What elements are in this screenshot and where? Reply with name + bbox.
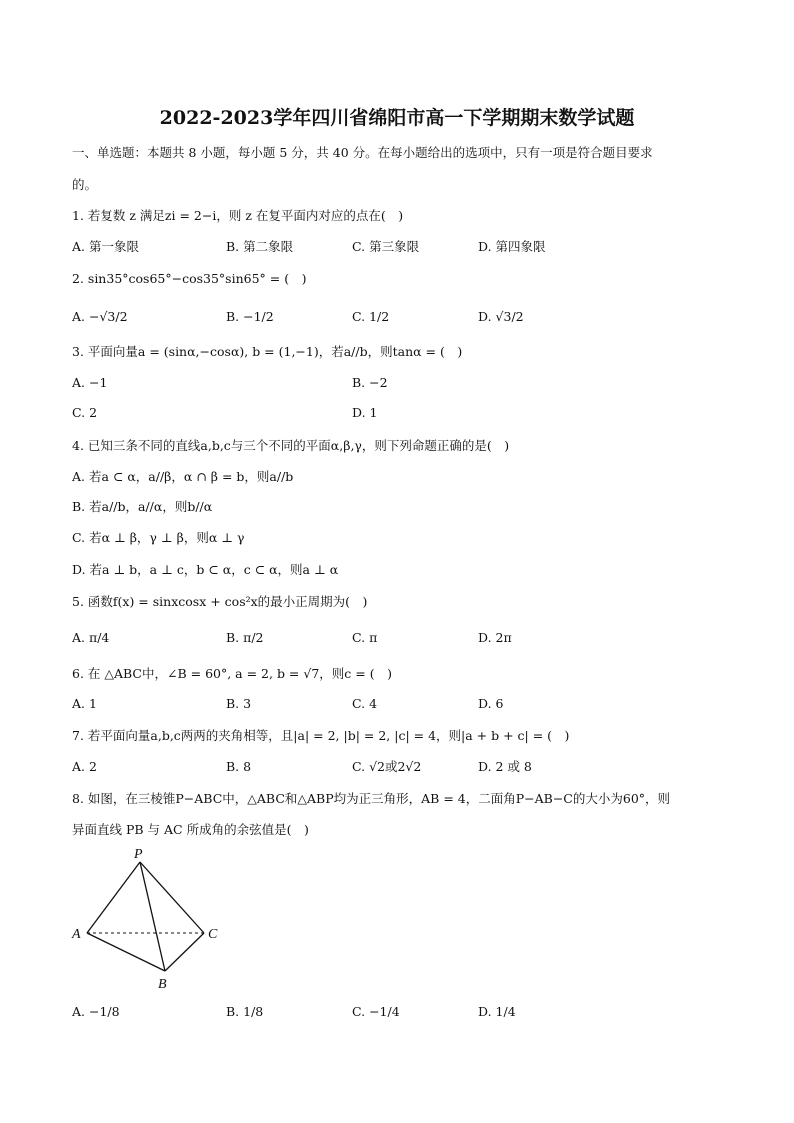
vertex-label-c: C xyxy=(208,927,218,942)
q1-option-c: C. 第三象限 xyxy=(352,239,420,254)
vertex-label-p: P xyxy=(134,847,143,862)
q3-option-b: B. −2 xyxy=(352,375,388,390)
q6-option-c: C. 4 xyxy=(352,696,378,711)
q3-option-a: A. −1 xyxy=(72,375,108,390)
q6-option-d: D. 6 xyxy=(478,696,504,711)
q5-option-c: C. π xyxy=(352,630,378,645)
section-instructions-line2: 的。 xyxy=(72,177,98,192)
q8-option-d: D. 1/4 xyxy=(478,1004,516,1019)
edge-ab xyxy=(87,933,165,971)
vertex-label-a: A xyxy=(72,927,81,942)
q7-option-a: A. 2 xyxy=(72,759,97,774)
page-title: 2022-2023学年四川省绵阳市高一下学期期末数学试题 xyxy=(159,107,635,129)
q2-option-a: A. −√3/2 xyxy=(72,309,128,324)
edge-bc xyxy=(165,933,204,971)
q4-option-b: B. 若a//b，a//α，则b//α xyxy=(72,499,213,514)
q2-option-c: C. 1/2 xyxy=(352,309,390,324)
q1-option-d: D. 第四象限 xyxy=(478,239,546,254)
q2-option-d: D. √3/2 xyxy=(478,309,524,324)
q8-option-c: C. −1/4 xyxy=(352,1004,400,1019)
q8-option-a: A. −1/8 xyxy=(72,1004,120,1019)
q6-option-a: A. 1 xyxy=(72,696,97,711)
q1-option-a: A. 第一象限 xyxy=(72,239,139,254)
q3-option-d: D. 1 xyxy=(352,405,378,420)
q7-option-b: B. 8 xyxy=(226,759,252,774)
question-8-stem-line1: 8. 如图，在三棱锥P−ABC中，△ABC和△ABP均为正三角形，AB = 4，二面角P−AB−C的大小为60°，则 xyxy=(72,791,671,806)
edge-pc xyxy=(140,862,204,933)
q5-option-b: B. π/2 xyxy=(226,630,264,645)
q4-option-d: D. 若a ⊥ b，a ⊥ c，b ⊂ α，c ⊂ α，则a ⊥ α xyxy=(72,562,339,577)
edge-pa xyxy=(87,862,140,933)
q7-option-c: C. √2或2√2 xyxy=(352,759,422,774)
q7-option-d: D. 2 或 8 xyxy=(478,759,532,774)
q6-option-b: B. 3 xyxy=(226,696,252,711)
question-7-stem: 7. 若平面向量a,b,c两两的夹角相等，且|a| = 2, |b| = 2, |c| = 4，则|a + b + c| = ( ) xyxy=(72,728,570,743)
q3-option-c: C. 2 xyxy=(72,405,98,420)
q5-option-d: D. 2π xyxy=(478,630,512,645)
q8-option-b: B. 1/8 xyxy=(226,1004,264,1019)
edge-pb xyxy=(140,862,165,971)
question-2-stem: 2. sin35°cos65°−cos35°sin65° = ( ) xyxy=(72,271,307,286)
vertex-label-b: B xyxy=(158,977,167,992)
section-instructions-line1: 一、单选题：本题共 8 小题，每小题 5 分，共 40 分。在每小题给出的选项中，只有一项是符合题目要求 xyxy=(72,145,653,160)
question-3-stem: 3. 平面向量a = (sinα,−cosα), b = (1,−1)，若a//b，则tanα = ( ) xyxy=(72,344,463,359)
q4-option-a: A. 若a ⊂ α，a//β，α ∩ β = b，则a//b xyxy=(72,469,294,484)
question-5-stem: 5. 函数f(x) = sinxcosx + cos²x的最小正周期为( ) xyxy=(72,594,368,609)
question-1-stem: 1. 若复数 z 满足zi = 2−i，则 z 在复平面内对应的点在( ) xyxy=(72,208,404,223)
question-8-stem-line2: 异面直线 PB 与 AC 所成角的余弦值是( ) xyxy=(72,822,309,837)
q5-option-a: A. π/4 xyxy=(72,630,110,645)
q2-option-b: B. −1/2 xyxy=(226,309,274,324)
q4-option-c: C. 若α ⊥ β，γ ⊥ β，则α ⊥ γ xyxy=(72,530,245,545)
q1-option-b: B. 第二象限 xyxy=(226,239,294,254)
question-4-stem: 4. 已知三条不同的直线a,b,c与三个不同的平面α,β,γ，则下列命题正确的是( ) xyxy=(72,438,510,453)
pyramid-figure xyxy=(60,840,240,995)
question-6-stem: 6. 在 △ABC中，∠B = 60°, a = 2, b = √7，则c = ( ) xyxy=(72,666,392,681)
